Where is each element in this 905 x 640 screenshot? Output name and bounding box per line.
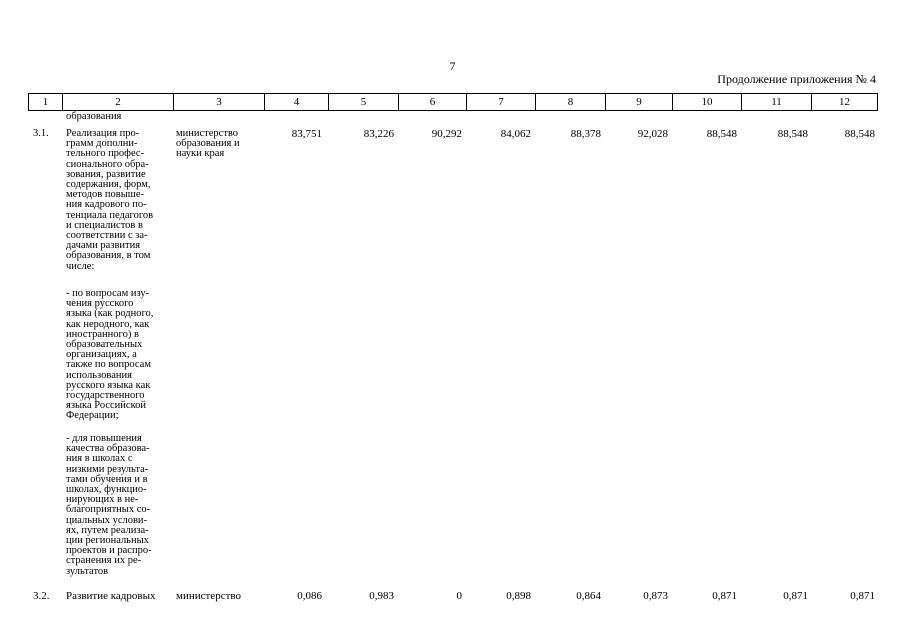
header-cell: 11 bbox=[741, 94, 811, 110]
continuation-caption: Продолжение приложения № 4 bbox=[717, 72, 876, 86]
header-cell: 1 bbox=[42, 96, 49, 108]
row-description: - для повышения качества образова- ния в школах с низкими результа- тами обучения и в школах, функцио- нирующих в не- благоприятных со- циальных услови- ях, путем реализа- ции региональных проектов и распро- странения их ре- зультатов bbox=[66, 433, 152, 577]
value-cell: 0,086 bbox=[297, 590, 322, 602]
header-cell: 8 bbox=[535, 94, 605, 110]
row-executor: министерство bbox=[176, 590, 242, 602]
row-id: 3.1. bbox=[33, 128, 49, 139]
row-description: Реализация про- грамм дополни- тельного профес- сионального обра- зования, развитие содержания, форм, методов повыше- ния кадрового по- тенциала педагогов и специалистов в соответствии с за- дачами развития образования, в том числе: bbox=[66, 128, 154, 272]
table-header bbox=[28, 93, 878, 111]
value-cell: 92,028 bbox=[637, 128, 668, 140]
value-cell: 0,871 bbox=[712, 590, 737, 602]
value-cell: 0 bbox=[456, 590, 462, 602]
value-cell: 83,751 bbox=[291, 128, 322, 140]
value-cell: 0,898 bbox=[506, 590, 531, 602]
value-cell: 0,983 bbox=[369, 590, 394, 602]
value-cell: 83,226 bbox=[363, 128, 394, 140]
value-cell: 88,548 bbox=[777, 128, 808, 140]
header-cell: 7 bbox=[466, 94, 535, 110]
value-cell: 0,873 bbox=[643, 590, 668, 602]
header-cell: 5 bbox=[328, 94, 398, 110]
row-description: Развитие кадровых bbox=[66, 590, 156, 602]
header-cell: 9 bbox=[605, 94, 672, 110]
row-description: - по вопросам изу- чения русского языка (как родного, как неродного, как иностранного) в образовательных организациях, а также по вопросам использования русского языка как государственного языка Российской Федерации; bbox=[66, 288, 154, 422]
value-cell: 0,871 bbox=[783, 590, 808, 602]
header-cell: 4 bbox=[264, 94, 328, 110]
header-cell: 2 bbox=[62, 94, 173, 110]
value-cell: 88,548 bbox=[706, 128, 737, 140]
value-cell: 0,871 bbox=[850, 590, 875, 602]
header-cell: 6 bbox=[398, 94, 466, 110]
carryover-text: образования bbox=[66, 111, 122, 122]
row-executor: министерство образования и науки края bbox=[176, 128, 240, 160]
value-cell: 90,292 bbox=[431, 128, 462, 140]
page-number: 7 bbox=[449, 59, 456, 73]
header-cell: 3 bbox=[173, 94, 264, 110]
header-cell: 12 bbox=[811, 94, 877, 110]
value-cell: 84,062 bbox=[500, 128, 531, 140]
value-cell: 88,548 bbox=[844, 128, 875, 140]
value-cell: 0,864 bbox=[576, 590, 601, 602]
header-cell: 10 bbox=[672, 94, 741, 110]
row-id: 3.2. bbox=[33, 590, 50, 602]
value-cell: 88,378 bbox=[570, 128, 601, 140]
